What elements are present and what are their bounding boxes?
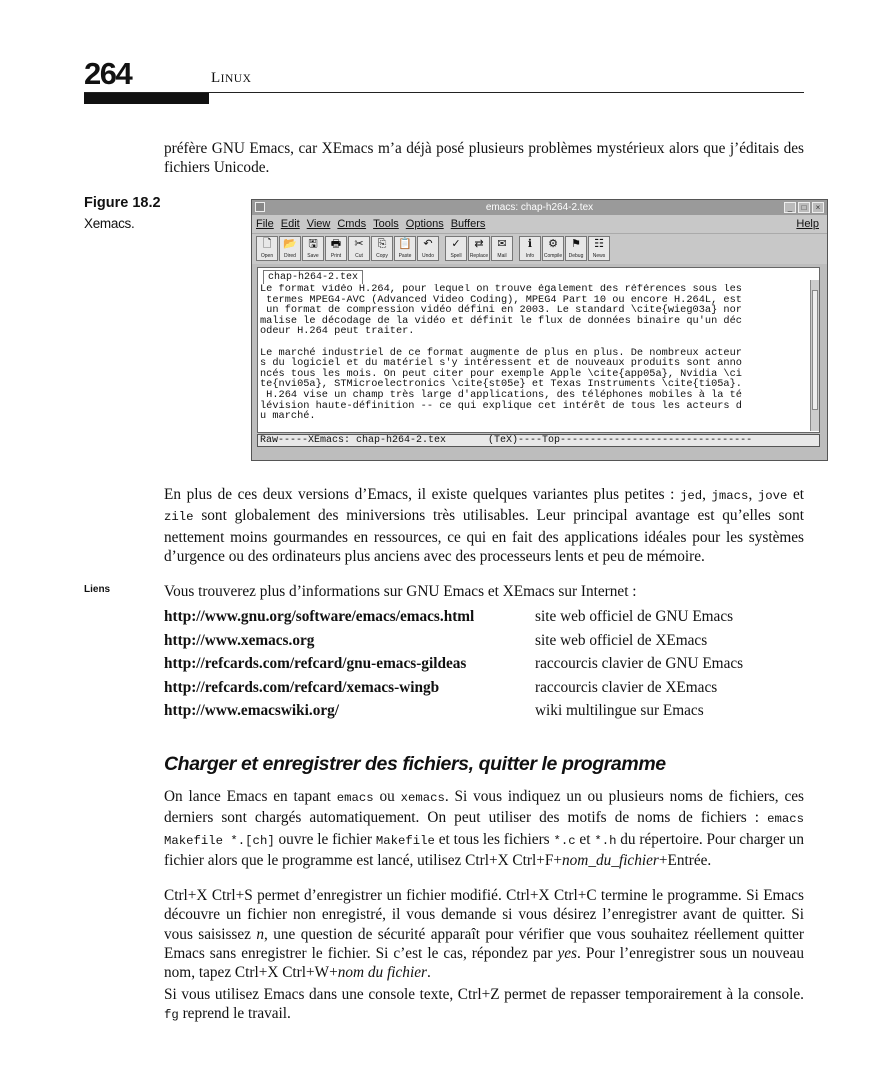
text-run: et tous les fichiers: [434, 830, 554, 848]
toolbar-label: Paste: [398, 253, 412, 259]
section-title: Charger et enregistrer des fichiers, quitter le programme: [164, 753, 666, 775]
editor-line: termes MPEG4-AVC (Advanced Video Coding), MPEG4 Part 10 ou encore H.264L, est: [260, 293, 742, 306]
buffer-tab: chap-h264-2.tex: [263, 270, 363, 284]
link-row: [164, 629, 804, 653]
xemacs-screenshot: [251, 199, 828, 461]
figure-caption: Xemacs.: [84, 216, 135, 231]
editor-line: s du logiciel et du matériel s'y intéressent et de nouveaux produits sont anno: [260, 357, 742, 370]
toolbar-button-open: [256, 236, 278, 261]
link-description: site web officiel de GNU Emacs: [535, 608, 734, 625]
mail-icon: ✉: [497, 238, 507, 250]
variants-paragraph: [164, 485, 804, 566]
toolbar-button-print: [325, 236, 347, 261]
toolbar-label: Print: [330, 253, 342, 259]
minimize-icon: _: [784, 202, 796, 213]
link-url: http://refcards.com/refcard/xemacs-wingb: [164, 678, 440, 696]
dired-icon: 📂: [283, 238, 297, 250]
text-run: et: [787, 486, 804, 503]
editor-text: [260, 284, 811, 422]
running-title-initial: L: [211, 70, 221, 86]
window-titlebar: [252, 200, 827, 215]
link-row: [164, 699, 804, 723]
link-row: [164, 652, 804, 676]
toolbar-label: Copy: [376, 253, 388, 259]
menu-tools: Tools: [373, 218, 399, 230]
menu-buffers: Buffers: [450, 218, 486, 230]
editor-line: lévision haute-définition -- ce qui explique cet intérêt de tous les acteurs d: [260, 399, 742, 412]
text-run: ,: [748, 486, 758, 503]
open-icon: 🗋: [262, 238, 272, 250]
editor-line: un format de compression vidéo défini en 2003. Le standard \cite{wieg03a} nor: [260, 304, 742, 317]
toolbar-label: Undo: [422, 253, 434, 259]
maximize-icon: □: [798, 202, 810, 213]
toolbar-button-spell: [445, 236, 467, 261]
window-menu-icon: [255, 202, 265, 212]
editor-line: u marché.: [260, 410, 316, 422]
save-text: [164, 886, 804, 982]
text-run: Si vous utilisez Emacs dans une console texte, Ctrl+Z permet de repasser temporairement à la console.: [164, 986, 804, 1003]
console-paragraph: [164, 985, 804, 1026]
editor-line: odeur H.264 peut traiter.: [260, 325, 415, 338]
toolbar-button-save: [302, 236, 324, 261]
text-run: et: [575, 830, 595, 848]
links-intro-text: Vous trouverez plus d’informations sur GNU Emacs et XEmacs sur Internet :: [164, 583, 637, 600]
text-run: En plus de ces deux versions d’Emacs, il existe quelques variantes plus petites :: [164, 486, 680, 503]
text-run: reprend le travail.: [178, 1005, 291, 1023]
save-paragraph: [164, 886, 804, 982]
menu-view: View: [306, 218, 331, 230]
link-description: raccourcis clavier de GNU Emacs: [535, 655, 744, 672]
toolbar-button-cut: [348, 236, 370, 261]
menu-cmds: Cmds: [337, 218, 367, 230]
launch-paragraph: [164, 787, 804, 870]
running-title: [211, 70, 251, 87]
running-title-rest: INUX: [220, 73, 252, 85]
menu-file: File: [256, 218, 274, 230]
code-zile: zile: [164, 510, 194, 525]
toolbar-button-dired: [279, 236, 301, 261]
close-icon: ×: [812, 202, 824, 213]
toolbar: [252, 234, 827, 264]
toolbar-label: Cut: [355, 253, 363, 259]
launch-text: [164, 787, 804, 870]
menu-help: Help: [796, 218, 819, 230]
editor-line: te{nvi05a}, STMicroelectronics \cite{st05e} et Texas Instruments \cite{ti05a}.: [260, 378, 742, 391]
cut-icon: ✂: [354, 238, 364, 250]
save-icon: 🖫: [308, 238, 318, 250]
code-h-files: *.h: [594, 833, 617, 848]
replace-icon: ⇄: [474, 238, 484, 250]
editor-line: malise le décodage de la vidéo et définit le flux de données binaire qu'un déc: [260, 314, 742, 327]
news-icon: ☷: [594, 238, 604, 250]
text-run: ,: [702, 486, 712, 503]
mode-line: Raw-----XEmacs: chap-h264-2.tex (TeX)----Top--------------------------------: [257, 434, 820, 447]
link-row: [164, 676, 804, 700]
links-list: [164, 605, 804, 723]
intro-paragraph: [164, 139, 804, 178]
text-run: +Entrée.: [658, 851, 712, 869]
editor-line: Le format vidéo H.264, pour lequel on trouve également des références sous les: [260, 284, 742, 295]
text-run: . Si vous indiquez un ou plusieurs noms de fichiers, ces derniers sont chargés automatiquement. On peut utiliser des motifs de noms de fichiers :: [164, 788, 804, 827]
editor-area: [257, 267, 820, 433]
toolbar-label: Compile: [543, 253, 563, 259]
print-icon: 🖶: [330, 238, 342, 250]
link-url: http://www.emacswiki.org/: [164, 702, 340, 719]
italic-filename: nom_du_fichier: [562, 851, 659, 869]
toolbar-label: Open: [260, 253, 274, 259]
text-run: .: [426, 964, 431, 982]
figure-label: Figure 18.2: [84, 195, 161, 211]
page-number: 264: [84, 56, 132, 91]
link-description: raccourcis clavier de XEmacs: [535, 678, 718, 696]
window-title: emacs: chap-h264-2.tex: [485, 202, 594, 213]
link-url: http://www.xemacs.org: [164, 631, 315, 649]
intro-text: préfère GNU Emacs, car XEmacs m’a déjà posé plusieurs problèmes mystérieux alors que j’éditais des fichiers Unicode.: [164, 140, 804, 177]
toolbar-button-compile: [542, 236, 564, 261]
copy-icon: ⎘: [377, 238, 387, 250]
code-makefile: Makefile: [375, 833, 435, 848]
editor-line: [260, 337, 811, 348]
text-run: Ctrl+X Ctrl+S permet d’enregistrer un fichier modifié. Ctrl+X Ctrl+C termine le programme. Si Emacs découvre un fichier non enregistré, il vous demande si vous désirez l’enregistrer avant de quitter. Si vous saisissez: [164, 887, 804, 943]
link-description: wiki multilingue sur Emacs: [535, 702, 704, 719]
text-run: sont globalement des miniversions très utilisables. Leur principal avantage est qu’elles sont nettement moins gourmandes en ressources, ce qui en fait des applications idéales pour les systèmes d’urgence ou des ordinateurs plus anciens avec des processeurs lents et peu de mémoire.: [164, 507, 804, 565]
italic-filename: nom du fichier: [337, 964, 427, 982]
toolbar-button-replace: [468, 236, 490, 261]
paste-icon: 📋: [398, 238, 412, 250]
spell-icon: ✓: [451, 238, 461, 250]
italic-n: n: [256, 925, 265, 943]
toolbar-button-paste: [394, 236, 416, 261]
compile-icon: ⚙: [548, 238, 558, 250]
code-c-files: *.c: [553, 833, 576, 848]
code-jove: jove: [757, 489, 788, 503]
toolbar-label: Dired: [284, 253, 296, 259]
toolbar-button-copy: [371, 236, 393, 261]
menubar: [252, 215, 827, 234]
toolbar-label: Spell: [450, 253, 462, 259]
info-icon: ℹ: [527, 238, 533, 250]
editor-line: ncés tous les mois. On peut citer pour exemple Apple \cite{app05a}, Nvidia \ci: [260, 367, 742, 380]
toolbar-button-info: [519, 236, 541, 261]
text-run: ou: [373, 788, 401, 805]
text-run: . Pour l’enregistrer sous un nouveau nom, tapez Ctrl+X Ctrl+W+: [164, 944, 804, 982]
editor-line: H.264 vise un champ très large d'applications, des téléphones mobiles à la té: [260, 388, 742, 401]
text-run: On lance Emacs en tapant: [164, 788, 337, 805]
menu-edit: Edit: [280, 218, 300, 230]
toolbar-label: Info: [525, 253, 535, 259]
editor-line: Le marché industriel de ce format augmente de plus en plus. De nombreux acteur: [260, 346, 742, 359]
scrollbar: [810, 280, 819, 431]
link-url: http://www.gnu.org/software/emacs/emacs.html: [164, 608, 475, 625]
links-intro: [164, 582, 804, 601]
code-jmacs: jmacs: [711, 489, 749, 503]
toolbar-label: News: [592, 253, 606, 259]
toolbar-label: Save: [307, 253, 319, 259]
toolbar-label: Debug: [568, 253, 584, 259]
italic-yes: yes: [557, 944, 578, 962]
link-url: http://refcards.com/refcard/gnu-emacs-gildeas: [164, 655, 467, 672]
code-fg: fg: [164, 1008, 179, 1023]
text-run: du répertoire. Pour charger un fichier alors que le programme est lancé, utilisez Ctrl+X Ctrl+F+: [164, 830, 804, 869]
toolbar-button-mail: [491, 236, 513, 261]
toolbar-label: Mail: [497, 253, 507, 259]
header-rule-bar: [84, 93, 209, 104]
toolbar-button-news: [588, 236, 610, 261]
toolbar-button-debug: [565, 236, 587, 261]
code-xemacs: xemacs: [400, 791, 445, 805]
debug-icon: ⚑: [571, 238, 581, 250]
toolbar-label: Replace: [469, 253, 489, 259]
text-run: , une question de sécurité apparaît pour vérifier que vous souhaitez réellement quitter Emacs sans enregistrer le fichier. Si c’est le cas, répondez par: [164, 925, 804, 962]
scrollbar-thumb: [812, 290, 818, 410]
variants-text: [164, 485, 804, 566]
link-row: [164, 605, 804, 629]
text-run: ouvre le fichier: [274, 830, 376, 848]
code-command: emacs Makefile *.[ch]: [164, 812, 804, 848]
toolbar-button-undo: [417, 236, 439, 261]
code-emacs: emacs: [336, 791, 374, 805]
menu-options: Options: [405, 218, 444, 230]
window-controls: [784, 202, 824, 213]
console-text: [164, 985, 804, 1026]
margin-label-liens: Liens: [84, 584, 111, 595]
code-jed: jed: [679, 489, 703, 503]
undo-icon: ↶: [423, 238, 433, 250]
link-description: site web officiel de XEmacs: [535, 631, 708, 649]
